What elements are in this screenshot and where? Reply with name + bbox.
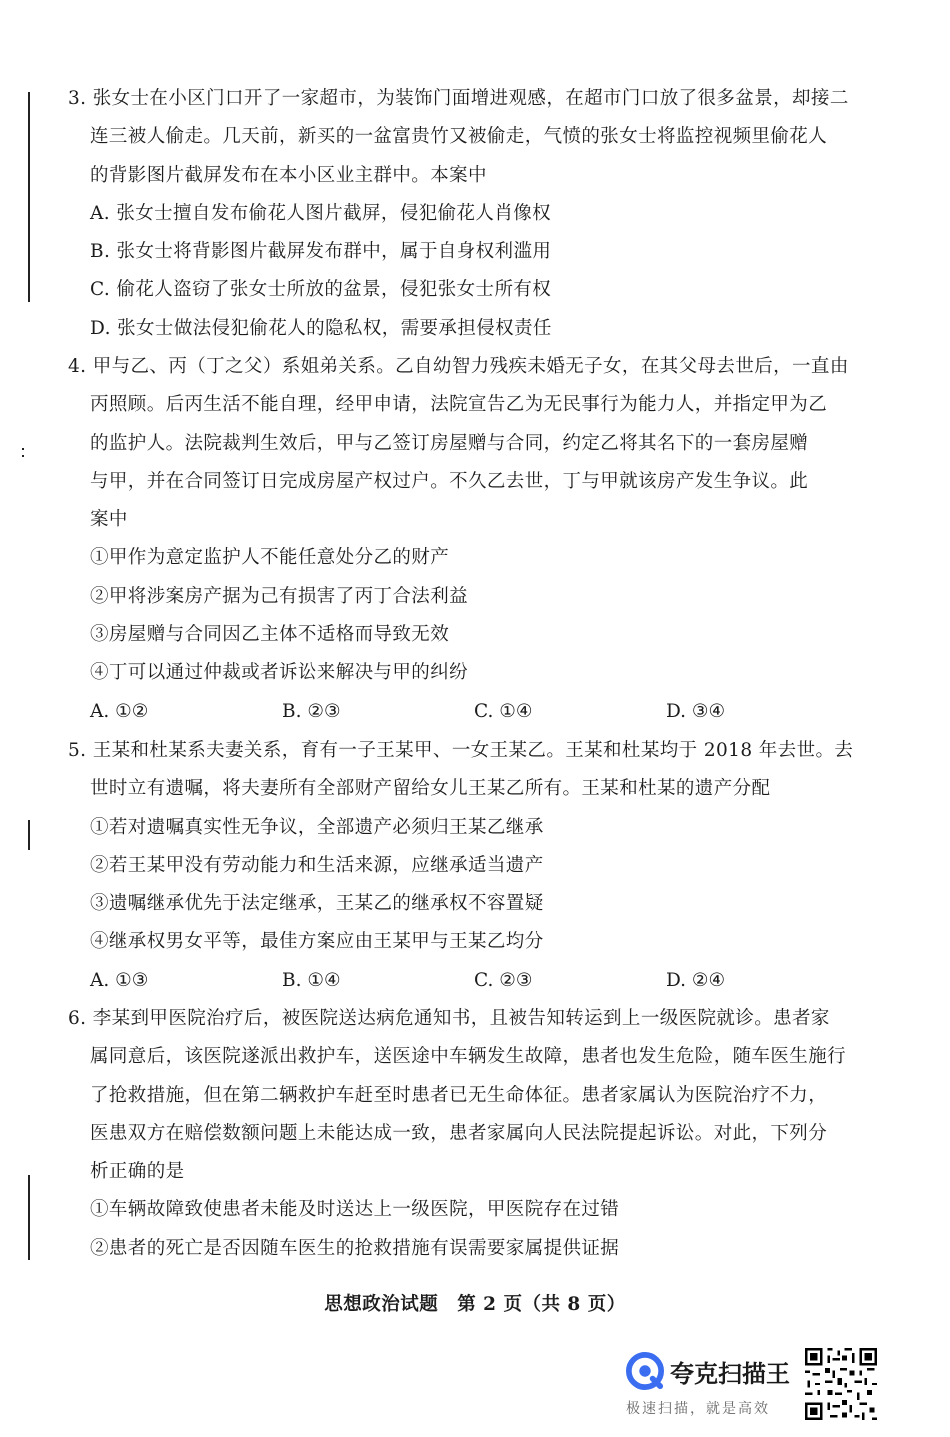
question-stem-line: 6. 李某到甲医院治疗后，被医院送达病危通知书，且被告知转运到上一级医院就诊。患者家 <box>68 1008 830 1029</box>
scan-margin-line <box>28 92 30 302</box>
question-stem-line: 丙照顾。后丙生活不能自理，经甲申请，法院宣告乙为无民事行为能力人，并指定甲为乙 <box>90 394 828 416</box>
question-stem-line: 与甲，并在合同签订日完成房屋产权过户。不久乙去世，丁与甲就该房产发生争议。此 <box>90 470 809 492</box>
question-stem-line: 析正确的是 <box>90 1161 185 1183</box>
statement-item: ②若王某甲没有劳动能力和生活来源，应继承适当遗产 <box>90 854 544 876</box>
page-footer: 思想政治试题 第 2 页（共 8 页） <box>324 1294 626 1315</box>
question-3 <box>68 80 858 348</box>
answer-option: C. 偷花人盗窃了张女士所放的盆景，侵犯张女士所有权 <box>90 279 552 301</box>
brand-slogan: 极速扫描，就是高效 <box>626 1401 770 1417</box>
choice-c: C. ②③ <box>474 969 533 991</box>
statement-item: ②患者的死亡是否因随车医生的抢救措施有误需要家属提供证据 <box>90 1237 620 1259</box>
question-stem-line: 5. 王某和杜某系夫妻关系，育有一子王某甲、一女王某乙。王某和杜某均于 2018 年去世。去 <box>68 740 854 761</box>
question-stem-line: 4. 甲与乙、丙（丁之父）系姐弟关系。乙自幼智力残疾未婚无子女，在其父母去世后，一直由 <box>68 356 849 377</box>
scan-margin-line <box>28 1175 30 1260</box>
qr-code-icon <box>805 1348 877 1420</box>
statement-item: ①甲作为意定监护人不能任意处分乙的财产 <box>90 547 450 569</box>
choice-c: C. ①④ <box>474 700 533 722</box>
question-stem-line: 医患双方在赔偿数额问题上未能达成一致，患者家属向人民法院提起诉讼。对此，下列分 <box>90 1122 828 1144</box>
statement-item: ③遗嘱继承优先于法定继承，王某乙的继承权不容置疑 <box>90 893 544 915</box>
choice-d: D. ②④ <box>666 969 726 991</box>
question-stem-line: 属同意后，该医院遂派出救护车，送医途中车辆发生故障，患者也发生危险，随车医生施行 <box>90 1046 847 1068</box>
statement-item: ①若对遗嘱真实性无争议，全部遗产必须归王某乙继承 <box>90 816 544 838</box>
choice-a: A. ①② <box>90 700 149 722</box>
scan-margin-line <box>28 820 30 850</box>
statement-item: ④继承权男女平等，最佳方案应由王某甲与王某乙均分 <box>90 931 544 953</box>
question-stem-line: 案中 <box>90 509 128 531</box>
choice-d: D. ③④ <box>666 700 726 722</box>
answer-option: A. 张女士擅自发布偷花人图片截屏，侵犯偷花人肖像权 <box>90 202 552 224</box>
question-stem-line: 的背影图片截屏发布在本小区业主群中。本案中 <box>90 164 487 186</box>
question-6 <box>68 1000 858 1268</box>
brand-name: 夸克扫描王 <box>670 1360 790 1388</box>
scanner-watermark <box>622 1348 802 1420</box>
quark-logo-icon <box>626 1352 664 1390</box>
question-stem-line: 连三被人偷走。几天前，新买的一盆富贵竹又被偷走，气愤的张女士将监控视频里偷花人 <box>90 126 828 148</box>
question-5 <box>68 732 858 1000</box>
answer-option: B. 张女士将背影图片截屏发布群中，属于自身权利滥用 <box>90 241 552 263</box>
question-stem-line: 世时立有遗嘱，将夫妻所有全部财产留给女儿王某乙所有。王某和杜某的遗产分配 <box>90 778 771 800</box>
answer-option: D. 张女士做法侵犯偷花人的隐私权，需要承担侵权责任 <box>90 317 552 339</box>
question-stem-line: 的监护人。法院裁判生效后，甲与乙签订房屋赠与合同，约定乙将其名下的一套房屋赠 <box>90 432 809 454</box>
statement-item: ④丁可以通过仲裁或者诉讼来解决与甲的纠纷 <box>90 662 469 684</box>
question-4 <box>68 348 858 731</box>
statement-item: ②甲将涉案房产据为己有损害了丙丁合法利益 <box>90 585 469 607</box>
scan-margin-dot <box>22 455 24 457</box>
choice-row <box>68 962 858 1000</box>
choice-b: B. ①④ <box>282 969 341 991</box>
choice-a: A. ①③ <box>90 969 149 991</box>
scan-margin-dot <box>22 448 24 450</box>
question-stem-line: 3. 张女士在小区门口开了一家超市，为装饰门面增进观感，在超市门口放了很多盆景，却接二 <box>68 88 849 109</box>
choice-b: B. ②③ <box>282 700 341 722</box>
statement-item: ①车辆故障致使患者未能及时送达上一级医院，甲医院存在过错 <box>90 1199 620 1221</box>
statement-item: ③房屋赠与合同因乙主体不适格而导致无效 <box>90 624 450 646</box>
question-stem-line: 了抢救措施，但在第二辆救护车赶至时患者已无生命体征。患者家属认为医院治疗不力， <box>90 1084 828 1106</box>
choice-row <box>68 693 858 731</box>
